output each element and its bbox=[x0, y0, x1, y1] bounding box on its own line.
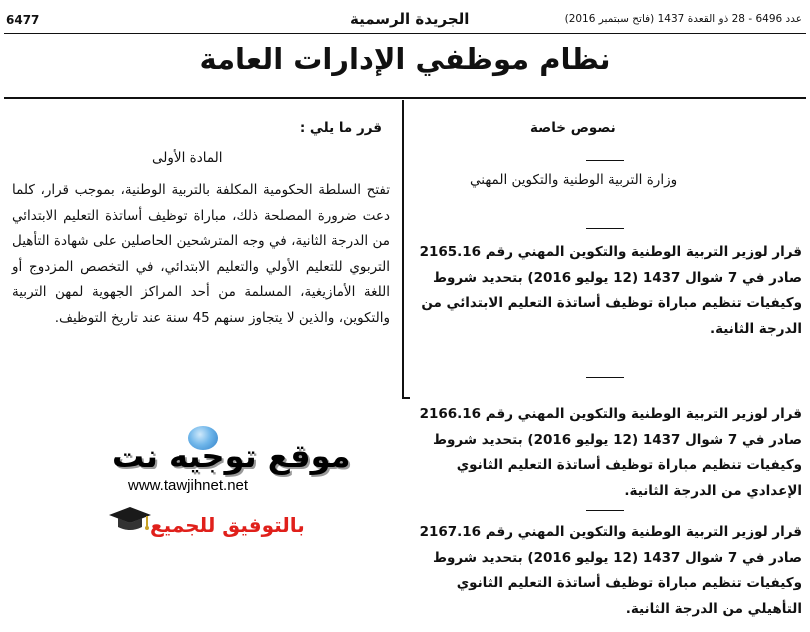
column-divider bbox=[402, 100, 404, 398]
header-rule bbox=[4, 33, 806, 34]
section-heading: نصوص خاصة bbox=[530, 120, 616, 136]
separator bbox=[586, 160, 624, 161]
separator bbox=[586, 377, 624, 378]
title-rule bbox=[4, 97, 806, 99]
watermark-name: موقع توجيه نت bbox=[112, 437, 351, 475]
article-body: تفتح السلطة الحكومية المكلفة بالتربية الوطنية، بموجب قرار، كلما دعت ضرورة المصلحة ذلك، مباراة توظيف أساتذة التعليم الابتدائي من الدرجة الثانية، في وجه المترشحين الحاصلين على شهادة التأهيل التربوي للتعليم الأولي والتعليم الابتدائي، في التخصص المزدوج أو اللغة الأمازيغية، المسلمة من أحد المراكز الجهوية لمهن التربية والتكوين، والذين لا يتجاوز سنهم 45 سنة عند تاريخ التوظيف. bbox=[12, 182, 390, 326]
watermark-url: www.tawjihnet.net bbox=[128, 477, 249, 494]
journal-name: الجريدة الرسمية bbox=[350, 10, 470, 28]
separator bbox=[586, 510, 624, 511]
column-divider-foot bbox=[402, 397, 410, 399]
page-number: 6477 bbox=[6, 13, 40, 27]
decree-2: قرار لوزير التربية الوطنية والتكوين المهني رقم 2166.16 صادر في 7 شوال 1437 (12 يوليو 2016) بتحديد شروط وكيفيات تنظيم مباراة توظيف أساتذة التعليم الثانوي الإعدادي من الدرجة الثانية. bbox=[419, 406, 802, 499]
decree-1: قرار لوزير التربية الوطنية والتكوين المهني رقم 2165.16 صادر في 7 شوال 1437 (12 يوليو 2016) بتحديد شروط وكيفيات تنظيم مباراة توظيف أساتذة التعليم الابتدائي من الدرجة الثانية. bbox=[419, 244, 802, 337]
watermark-slogan: بالتوفيق للجميع bbox=[150, 513, 305, 537]
graduation-cap-icon bbox=[107, 505, 153, 535]
article-heading: المادة الأولى bbox=[152, 150, 223, 166]
decree-3: قرار لوزير التربية الوطنية والتكوين المهني رقم 2167.16 صادر في 7 شوال 1437 (12 يوليو 2016) بتحديد شروط وكيفيات تنظيم مباراة توظيف أساتذة التعليم الثانوي التأهيلي من الدرجة الثانية. bbox=[419, 524, 802, 617]
page-title: نظام موظفي الإدارات العامة bbox=[199, 42, 611, 76]
issue-info: عدد 6496 - 28 ذو القعدة 1437 (فاتح سبتمبر 2016) bbox=[564, 13, 802, 25]
ministry-name: وزارة التربية الوطنية والتكوين المهني bbox=[470, 172, 678, 188]
decision-intro: قرر ما يلي : bbox=[299, 120, 382, 136]
separator bbox=[586, 228, 624, 229]
